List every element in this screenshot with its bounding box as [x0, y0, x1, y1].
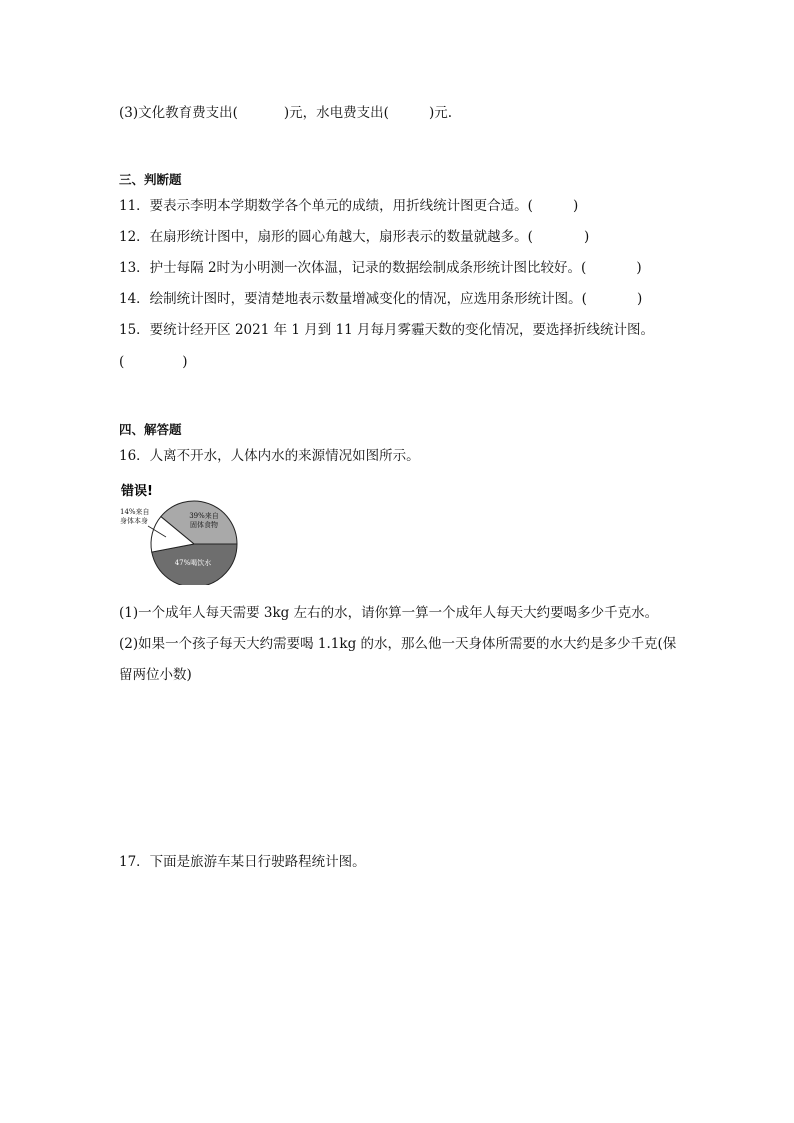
- q12-close: ): [583, 229, 590, 245]
- question-12: [119, 227, 589, 247]
- q12-text: 12．在扇形统计图中，扇形的圆心角越大，扇形表示的数量就越多。(: [119, 229, 533, 245]
- q13-close: ): [636, 260, 642, 276]
- question-16: 16．人离不开水，人体内水的来源情况如图所示。: [119, 448, 420, 464]
- q14-close: ): [636, 291, 643, 307]
- pie-slice-label: 47%喝饮水: [174, 559, 212, 567]
- chart-error-label: 错误!: [121, 484, 153, 499]
- section-heading-solve: 四、解答题: [119, 422, 182, 437]
- question-14: [119, 289, 642, 309]
- q10-3-part-a: (3)文化教育费支出(: [119, 105, 238, 121]
- question-16-sub-2: (2)如果一个孩子每天大约需要喝 1.1kg 的水，那么他一天身体所需要的水大约是多少千克(保: [119, 636, 677, 652]
- q13-text: 13．护士每隔 2时为小明测一次体温，记录的数据绘制成条形统计图比较好。(: [119, 260, 587, 276]
- q10-3-part-b: )元，水电费支出(: [283, 105, 389, 121]
- q14-text: 14．绘制统计图时，要清楚地表示数量增减变化的情况，应选用条形统计图。(: [119, 291, 587, 307]
- question-15: 15．要统计经开区 2021 年 1 月到 11 月每月雾霾天数的变化情况，要选择折线统计图。: [119, 322, 655, 338]
- question-11: [119, 196, 578, 216]
- question-13: [119, 258, 642, 278]
- question-17: 17．下面是旅游车某日行驶路程统计图。: [119, 854, 366, 870]
- q15-close: ): [182, 354, 188, 370]
- question-15-answer: [119, 352, 188, 372]
- q15-open: (: [119, 354, 125, 370]
- section-heading-judgment: 三、判断题: [119, 172, 182, 187]
- q10-3-part-c: )元.: [428, 105, 452, 121]
- question-10-3: [119, 103, 452, 123]
- q11-text: 11．要表示李明本学期数学各个单元的成绩，用折线统计图更合适。(: [119, 198, 533, 214]
- pie-slice-label: 39%来自固体食物: [189, 512, 219, 529]
- pie-slice-label: 14%来自身体本身: [120, 508, 150, 525]
- question-16-sub-1: (1)一个成年人每天需要 3kg 左右的水，请你算一算一个成年人每天大约要喝多少千克水。: [119, 605, 659, 621]
- question-16-sub-2-cont: 留两位小数): [119, 667, 192, 683]
- q11-close: ): [572, 198, 579, 214]
- water-source-pie-chart: [118, 481, 242, 585]
